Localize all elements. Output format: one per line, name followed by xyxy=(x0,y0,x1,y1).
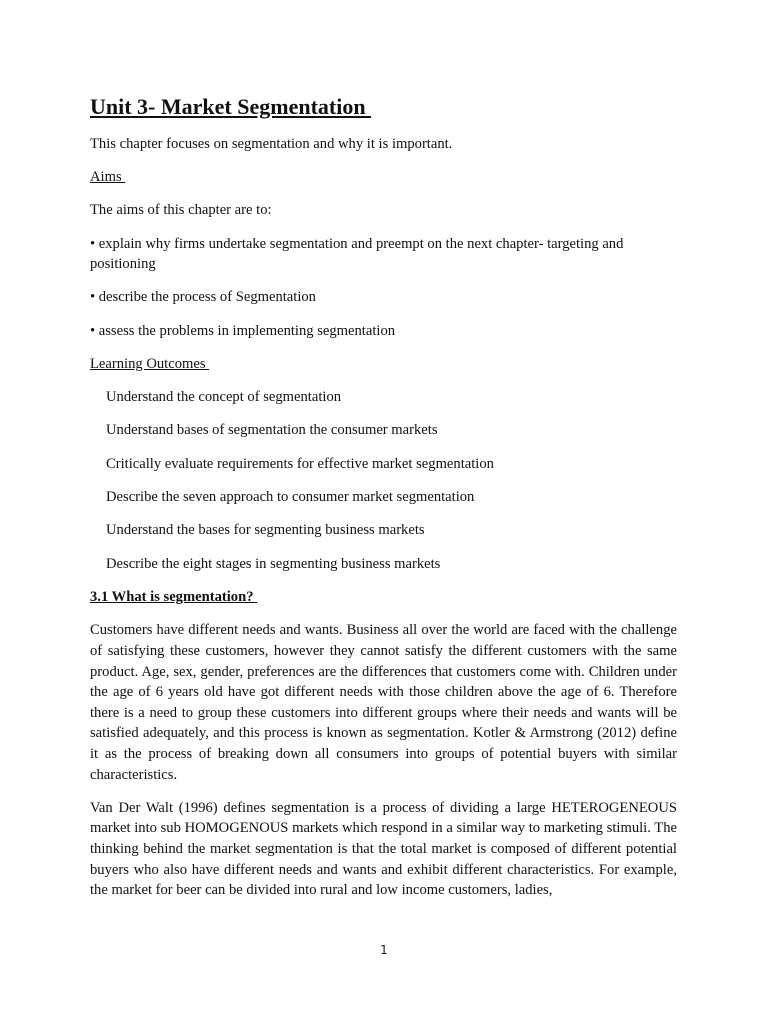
body-paragraph-1: Customers have different needs and wants. Business all over the world are faced with the challenge of satisfying these customers, however they cannot satisfy the different customers with the same product. Age, sex, gender, preferences are the differences that customers come with. Children under the age of 6 years old have got different needs with those children above the age of 6. Therefore there is a need to group these customers into different groups where their needs and wants will be satisfied adequately, and this process is known as segmentation. Kotler & Armstrong (2012) define it as the process of breaking down all consumers into groups of potential buyers with similar characteristics. xyxy=(90,622,677,783)
body-paragraph-2: Van Der Walt (1996) defines segmentation is a process of dividing a large HETEROGENEOUS market into sub HOMOGENOUS markets which respond in a similar way to marketing stimuli. The thinking behind the market segmentation is that the total market is composed of different potential buyers who also have different needs and wants and exhibit different characteristics. For example, the market for beer can be divided into rural and low income customers, ladies, xyxy=(90,799,677,899)
document-page xyxy=(90,92,677,913)
aim-item-1: • explain why firms undertake segmentation and preempt on the next chapter- targeting and positioning xyxy=(90,235,624,273)
outcome-item-3: Critically evaluate requirements for effective market segmentation xyxy=(106,455,494,472)
section-heading xyxy=(90,587,677,608)
outcome-item-5: Understand the bases for segmenting business markets xyxy=(106,522,425,539)
aim-item-2: • describe the process of Segmentation xyxy=(90,289,316,306)
aims-lead: The aims of this chapter are to: xyxy=(90,202,272,219)
learning-outcomes-heading-text: Learning Outcomes xyxy=(90,355,210,372)
page-title: Unit 3- Market Segmentation xyxy=(90,94,372,119)
aims-heading xyxy=(90,167,677,188)
aim-item-3: • assess the problems in implementing segmentation xyxy=(90,322,396,339)
outcome-item-2: Understand bases of segmentation the consumer markets xyxy=(106,422,438,439)
page-number: 1 xyxy=(380,943,388,957)
outcome-item-6: Describe the eight stages in segmenting business markets xyxy=(106,555,441,572)
aims-heading-text: Aims xyxy=(90,169,126,186)
outcome-item-1: Understand the concept of segmentation xyxy=(106,388,342,405)
section-heading-text: 3.1 What is segmentation? xyxy=(90,589,258,606)
intro-paragraph: This chapter focuses on segmentation and why it is important. xyxy=(90,136,453,152)
outcome-item-4: Describe the seven approach to consumer market segmentation xyxy=(106,489,475,506)
learning-outcomes-heading xyxy=(90,354,677,375)
